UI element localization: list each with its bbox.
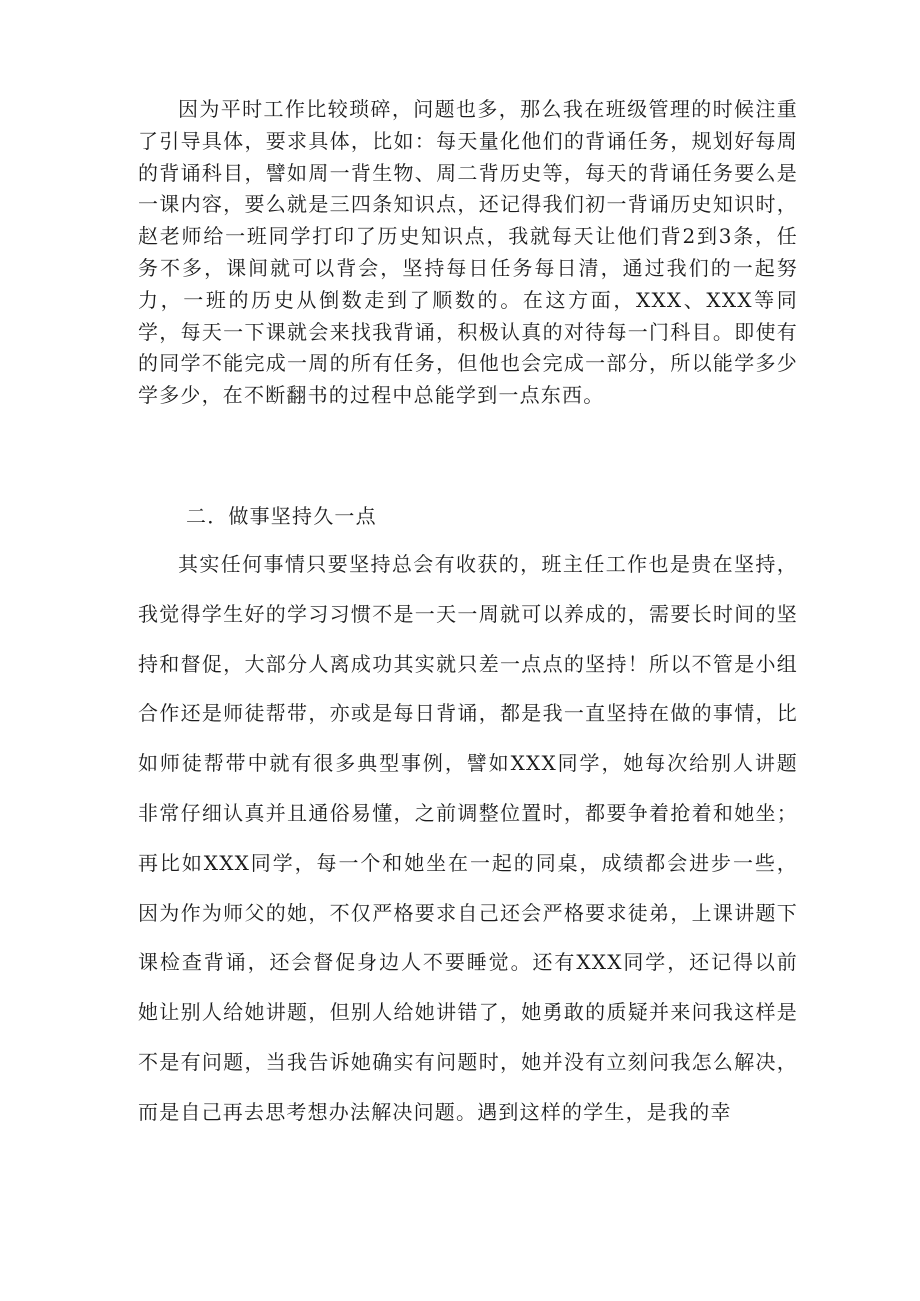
- section-heading: 二．做事坚持久一点: [186, 504, 377, 528]
- body-paragraph-2: 其实任何事情只要坚持总会有收获的，班主任工作也是贵在坚持，我觉得学生好的学习习惯不是一天一周就可以养成的，需要长时间的坚持和督促，大部分人离成功其实就只差一点点的坚持！所以不管是小组合作还是师徒帮带，亦或是每日背诵，都是我一直坚持在做的事情，比如师徒帮带中就有很多典型事例，譬如XXX同学，她每次给别人讲题非常仔细认真并且通俗易懂，之前调整位置时，都要争着抢着和她坐；再比如XXX同学，每一个和她坐在一起的同桌，成绩都会进步一些，因为作为师父的她，不仅严格要求自己还会严格要求徒弟，上课讲题下课检查背诵，还会督促身边人不要睡觉。还有XXX同学，还记得以前她让别人给她讲题，但别人给她讲错了，她勇敢的质疑并来问我这样是不是有问题，当我告诉她确实有问题时，她并没有立刻问我怎么解决，而是自己再去思考想办法解决问题。遇到这样的学生，是我的幸: [138, 552, 798, 1124]
- body-paragraph-1: 因为平时工作比较琐碎，问题也多，那么我在班级管理的时候注重了引导具体，要求具体，比如：每天量化他们的背诵任务，规划好每周的背诵科目，譬如周一背生物、周二背历史等，每天的背诵任务要么是一课内容，要么就是三四条知识点，还记得我们初一背诵历史知识时，赵老师给一班同学打印了历史知识点，我就每天让他们背2到3条，任务不多，课间就可以背会，坚持每日任务每日清，通过我们的一起努力，一班的历史从倒数走到了顺数的。在这方面，XXX、XXX等同学，每天一下课就会来找我背诵，积极认真的对待每一门科目。即使有的同学不能完成一周的所有任务，但他也会完成一部分，所以能学多少学多少，在不断翻书的过程中总能学到一点东西。: [138, 97, 798, 408]
